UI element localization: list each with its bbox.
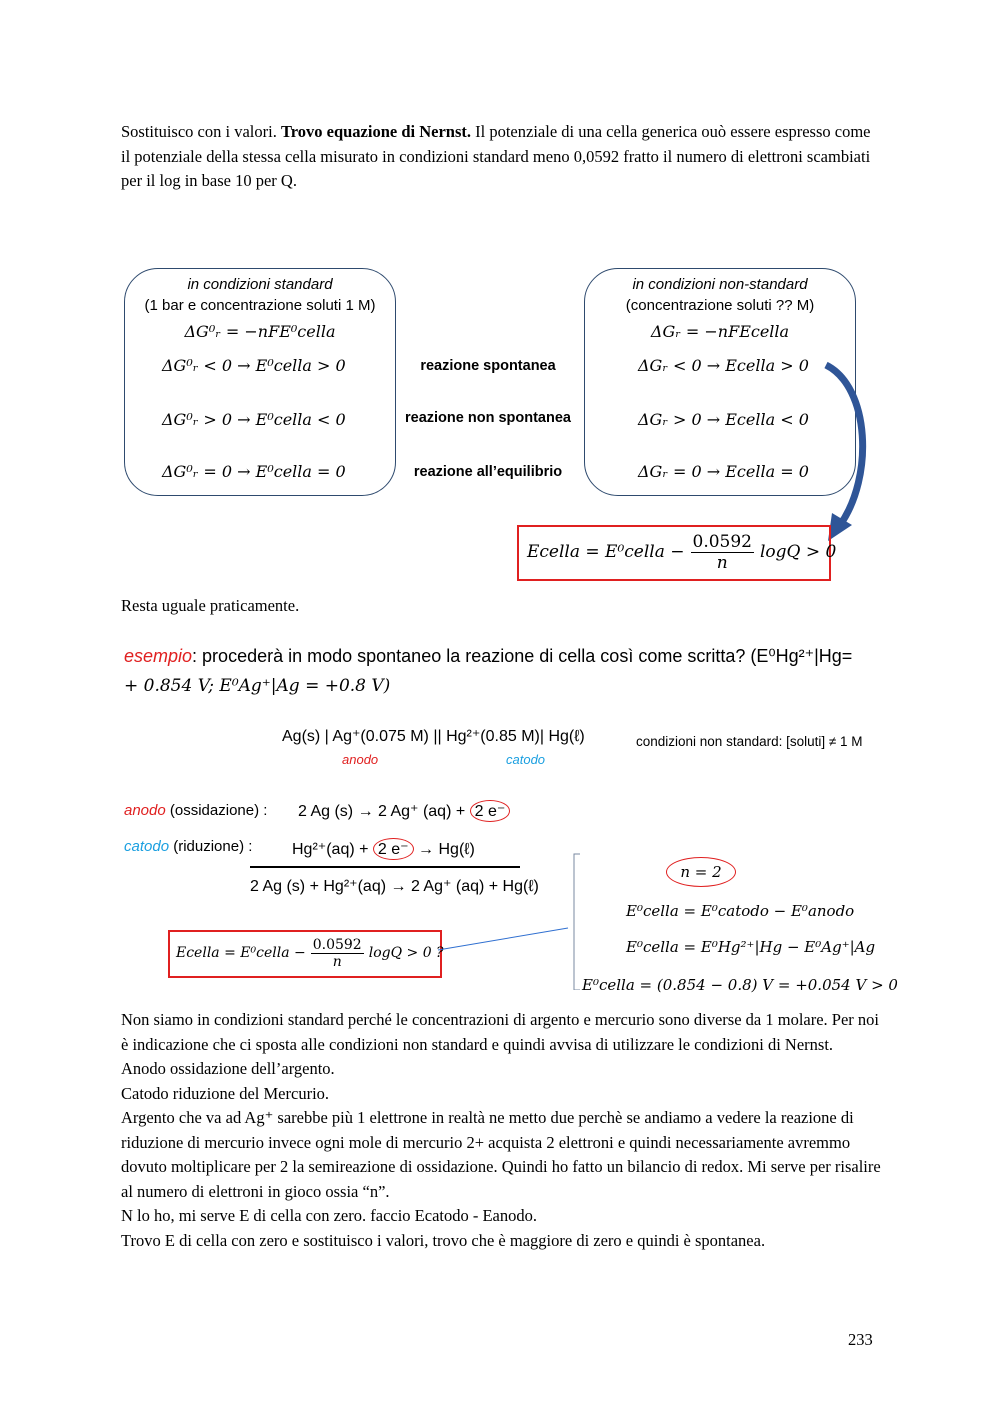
nernst-small-rhs: logQ > 0 ?	[368, 945, 444, 961]
label-non-spontanea: reazione non spontanea	[405, 410, 571, 426]
left-box-equation: ΔG⁰ᵣ = −nFE⁰cella	[184, 322, 336, 341]
overall-equation: 2 Ag (s) + Hg²⁺(aq) → 2 Ag⁺ (aq) + Hg(ℓ)	[250, 878, 539, 895]
cell-notation: Ag(s) | Ag⁺(0.075 M) || Hg²⁺(0.85 M)| Hg(ℓ)	[282, 728, 585, 745]
curved-arrow-icon	[812, 357, 882, 547]
calc-line-3: E⁰cella = (0.854 − 0.8) V = +0.054 V > 0	[582, 976, 898, 994]
catodo-eq-1: Hg²⁺(aq) +	[292, 841, 369, 858]
right-row-2: ΔGᵣ > 0 → Ecella < 0	[638, 410, 809, 429]
body-line-2: Anodo ossidazione dell’argento.	[121, 1059, 335, 1078]
anodo-label	[124, 802, 267, 819]
calc-line-1: E⁰cella = E⁰catodo − E⁰anodo	[626, 902, 855, 920]
body-line-5: N lo ho, mi serve E di cella con zero. faccio Ecatodo - Eanodo.	[121, 1206, 538, 1225]
nernst-small-equation	[176, 932, 444, 974]
nernst-fraction	[691, 532, 754, 573]
left-row-1: ΔG⁰ᵣ < 0 → E⁰cella > 0	[162, 356, 346, 375]
nernst-numerator: 0.0592	[692, 531, 752, 552]
body-text	[121, 1008, 881, 1253]
body-line-4: Argento che va ad Ag⁺ sarebbe più 1 elettrone in realtà ne metto due perchè se andiamo a vedere la reazione di riduzione di mercurio invece ogni mole di mercurio 2+ acquista 2 elettroni e quindi necessariamente avremmo dovuto moltiplicare per 2 la semireazione di ossidazione. Quindi ho fatto un bilancio di redox. Mi serve per risalire al numero di elettroni in gioco ossia “n”.	[121, 1108, 881, 1201]
page-number: 233	[848, 1330, 873, 1349]
non-standard-note: condizioni non standard: [soluti] ≠ 1 M	[636, 734, 863, 749]
example-block	[122, 640, 898, 1002]
intro-bold: Trovo equazione di Nernst.	[280, 122, 472, 141]
nernst-small-denominator: n	[332, 953, 342, 970]
anodo-label-word: anodo	[124, 802, 166, 819]
right-row-3: ΔGᵣ = 0 → Ecella = 0	[638, 462, 809, 481]
intro-rest: Il potenziale di una cella generica ouò essere espresso come il potenziale della stessa cella misurato in condizioni standard meno 0,0592 fratto il numero di elettroni scambiati per il log in base 10 per Q.	[121, 122, 871, 190]
body-line-1: Non siamo in condizioni standard perché le concentrazioni di argento e mercurio sono diverse da 1 molare. Per noi è indicazione che ci sposta alle condizioni non standard e quindi avvisa di utilizzare le condizioni di Nernst.	[121, 1010, 879, 1054]
left-row-3: ΔG⁰ᵣ = 0 → E⁰cella = 0	[162, 462, 346, 481]
nernst-lhs: Ecella = E⁰cella −	[527, 542, 685, 562]
intro-lead: Sostituisco con i valori.	[121, 122, 281, 141]
right-box-title: in condizioni non-standard	[632, 276, 808, 293]
catodo-label	[124, 838, 252, 855]
nernst-denominator: n	[716, 552, 728, 573]
body-line-3: Catodo riduzione del Mercurio.	[121, 1083, 330, 1103]
anodo-tag: anodo	[342, 752, 379, 767]
calc-line-2: E⁰cella = E⁰Hg²⁺|Hg − E⁰Ag⁺|Ag	[626, 938, 876, 956]
left-row-2: ΔG⁰ᵣ > 0 → E⁰cella < 0	[162, 410, 346, 429]
right-box-subtitle: (concentrazione soluti ?? M)	[625, 297, 815, 314]
conditions-diagram	[122, 262, 882, 587]
example-label: esempio	[124, 646, 193, 666]
connector-line	[436, 850, 586, 990]
nernst-rhs: logQ > 0	[760, 542, 837, 562]
nernst-small-fraction	[311, 937, 364, 970]
catodo-label-word: catodo	[124, 838, 170, 855]
label-equilibrio: reazione all’equilibrio	[413, 464, 563, 480]
catodo-electrons: 2 e⁻	[373, 838, 414, 860]
right-box-equation: ΔGᵣ = −nFEcella	[650, 322, 790, 341]
intro-paragraph	[121, 120, 881, 194]
body-line-6: Trovo E di cella con zero e sostituisco i valori, trovo che è maggiore di zero e quindi è spontanea.	[121, 1230, 766, 1250]
example-question-2: + 0.854 V; E⁰Ag⁺|Ag = +0.8 V)	[124, 676, 391, 696]
example-question-text: : procederà in modo spontaneo la reazione di cella così come scritta? (E⁰Hg²⁺|Hg=	[192, 646, 853, 666]
anodo-label-rest: (ossidazione) :	[165, 802, 268, 819]
catodo-eq-2: → Hg(ℓ)	[413, 841, 475, 858]
anodo-eq-text: 2 Ag (s) → 2 Ag⁺ (aq) +	[298, 803, 466, 820]
right-row-1: ΔGᵣ < 0 → Ecella > 0	[638, 356, 809, 375]
left-box-title: in condizioni standard	[187, 276, 333, 293]
left-box-subtitle: (1 bar e concentrazione soluti 1 M)	[144, 297, 376, 314]
nernst-equation	[527, 527, 836, 577]
catodo-tag: catodo	[506, 752, 546, 767]
anodo-electrons: 2 e⁻	[470, 800, 511, 822]
nernst-small-numerator: 0.0592	[312, 936, 362, 953]
label-spontanea: reazione spontanea	[420, 358, 556, 374]
nernst-small-lhs: Ecella = E⁰cella −	[176, 945, 306, 961]
n-value: n = 2	[666, 857, 736, 887]
catodo-label-rest: (riduzione) :	[169, 838, 253, 855]
resta-line: Resta uguale praticamente.	[121, 596, 300, 615]
example-question	[124, 646, 852, 667]
anodo-equation	[298, 800, 510, 822]
